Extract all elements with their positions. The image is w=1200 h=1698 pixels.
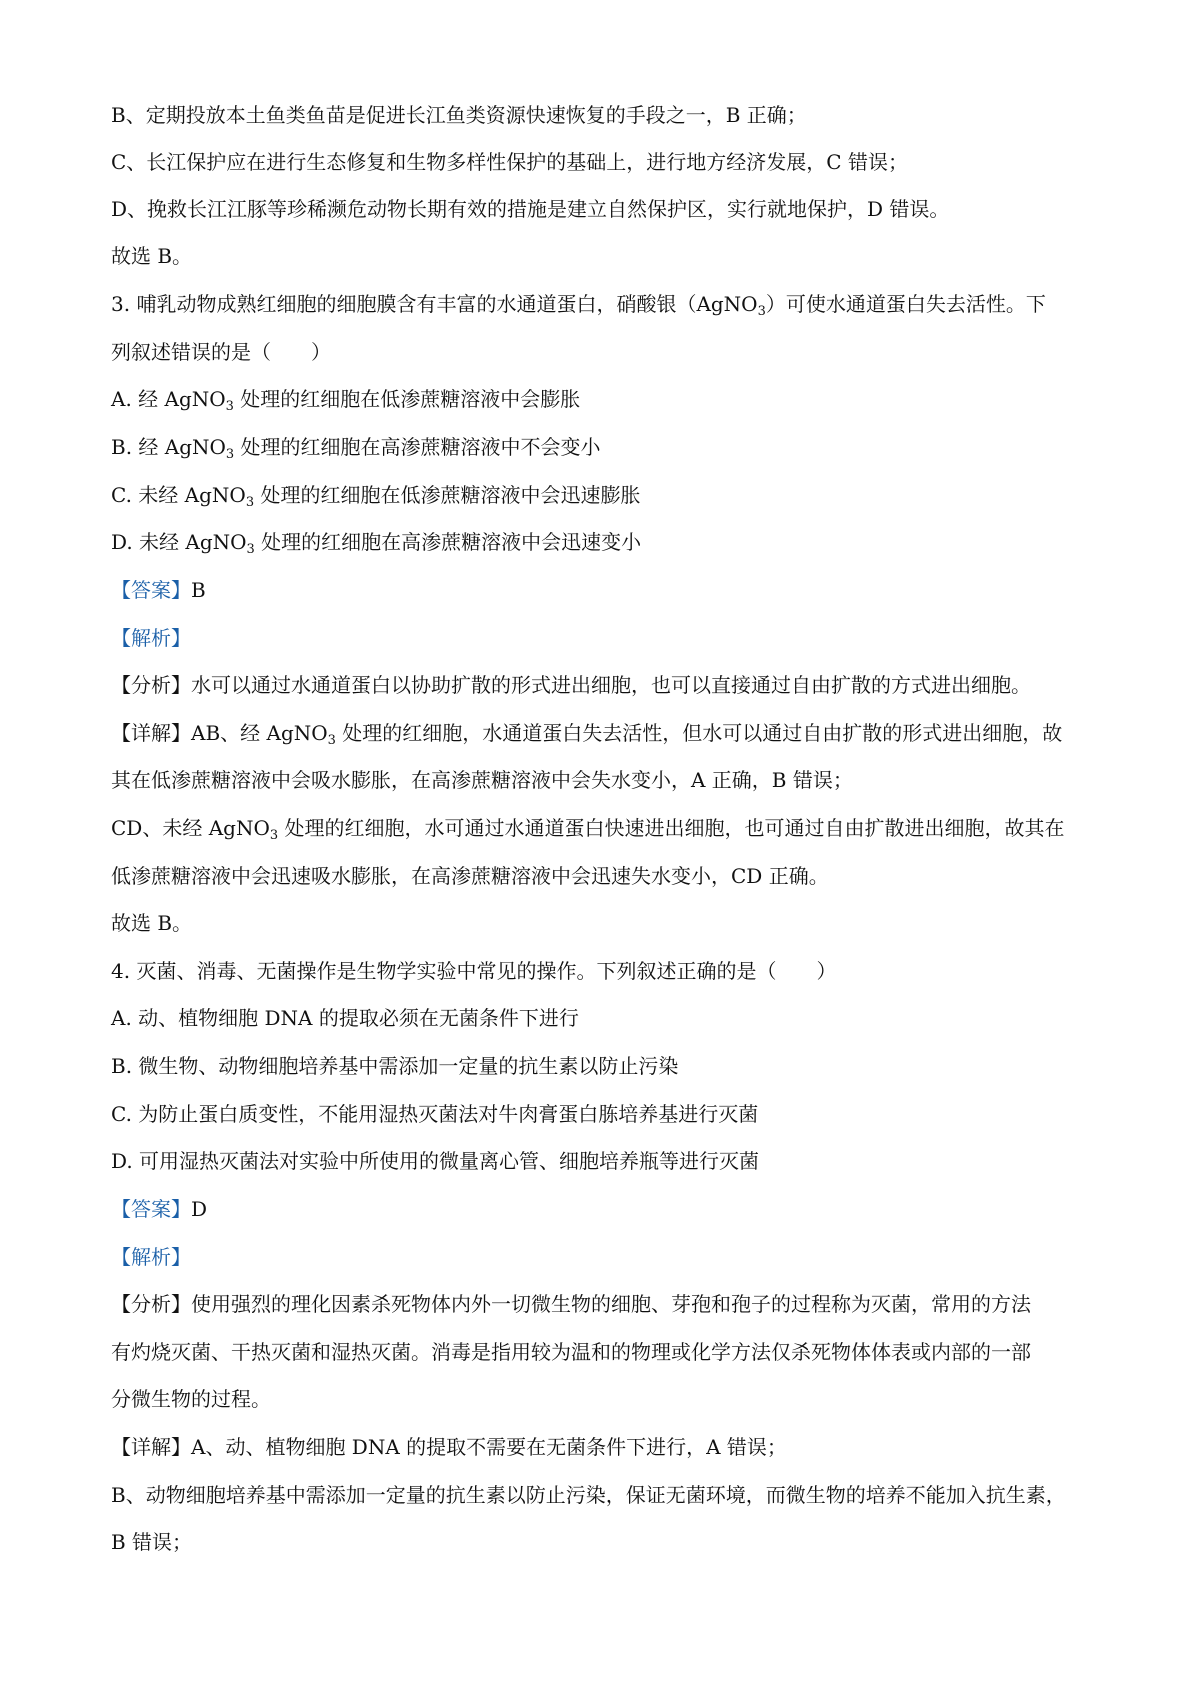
xiangjie-tag: 【详解】 (111, 721, 191, 745)
xiangjie-text: AB、经 AgNO (191, 721, 328, 745)
option-text: 处理的红细胞在高渗蔗糖溶液中会迅速变小 (254, 530, 642, 554)
subscript: 3 (225, 399, 234, 414)
option-text: C. 未经 AgNO (111, 483, 246, 507)
q3-fenxi (111, 671, 1031, 699)
q4-option-d: D. 可用湿热灭菌法对实验中所使用的微量离心管、细胞培养瓶等进行灭菌 (111, 1149, 760, 1173)
q2-option-b-explanation: B、定期投放本土鱼类鱼苗是促进长江鱼类资源快速恢复的手段之一，B 正确； (111, 103, 807, 127)
q3-option-b (111, 433, 601, 461)
q2-conclusion: 故选 B。 (111, 244, 193, 268)
subscript: 3 (245, 495, 255, 510)
q4-analysis-tag: 【解析】 (111, 1245, 191, 1269)
q4-stem: 4. 灭菌、消毒、无菌操作是生物学实验中常见的操作。下列叙述正确的是（ ） (111, 959, 837, 983)
answer-tag: 【答案】 (111, 578, 191, 602)
q4-fenxi-line-3: 分微生物的过程。 (111, 1387, 271, 1411)
q3-stem-line-2: 列叙述错误的是（ ） (111, 340, 331, 364)
option-text: D. 未经 AgNO (111, 530, 247, 554)
q3-xiangjie-line-2: 其在低渗蔗糖溶液中会吸水膨胀，在高渗蔗糖溶液中会失水变小，A 正确，B 错误； (111, 768, 853, 792)
answer-value: B (191, 578, 206, 602)
q3-stem-part: 3. 哺乳动物成熟红细胞的细胞膜含有丰富的水通道蛋白，硝酸银（AgNO (111, 292, 758, 316)
q3-conclusion: 故选 B。 (111, 911, 193, 935)
q4-fenxi-line-2: 有灼烧灭菌、干热灭菌和湿热灭菌。消毒是指用较为温和的物理或化学方法仅杀死物体体表或内部的一部 (111, 1340, 1031, 1364)
fenxi-tag: 【分析】 (111, 673, 191, 697)
xiangjie-text: 处理的红细胞，水可通过水通道蛋白快速进出细胞，也可通过自由扩散进出细胞，故其在 (278, 816, 1065, 840)
q3-xiangjie-line-1 (111, 719, 1062, 747)
q3-xiangjie-line-3 (111, 814, 1064, 842)
subscript: 3 (246, 542, 255, 557)
q4-xiangjie-line-2: B、动物细胞培养基中需添加一定量的抗生素以防止污染，保证无菌环境，而微生物的培养不能加入抗生素， (111, 1483, 1066, 1507)
q3-stem-line-1 (111, 290, 1046, 318)
q2-option-d-explanation: D、挽救长江江豚等珍稀濒危动物长期有效的措施是建立自然保护区，实行就地保护，D 错误。 (111, 197, 950, 221)
q3-option-c (111, 481, 640, 509)
fenxi-tag: 【分析】 (111, 1292, 191, 1316)
option-text: 处理的红细胞在高渗蔗糖溶液中不会变小 (234, 435, 601, 459)
q4-xiangjie-line-1 (111, 1433, 787, 1461)
option-text: B. 经 AgNO (111, 435, 226, 459)
xiangjie-text: CD、未经 AgNO (111, 816, 270, 840)
q4-option-a: A. 动、植物细胞 DNA 的提取必须在无菌条件下进行 (111, 1006, 579, 1030)
option-text: A. 经 AgNO (111, 387, 226, 411)
q3-option-a (111, 385, 580, 413)
q3-xiangjie-line-4: 低渗蔗糖溶液中会迅速吸水膨胀，在高渗蔗糖溶液中会迅速失水变小，CD 正确。 (111, 864, 829, 888)
q2-option-c-explanation: C、长江保护应在进行生态修复和生物多样性保护的基础上，进行地方经济发展，C 错误； (111, 150, 908, 174)
q4-fenxi-line-1 (111, 1290, 1031, 1318)
fenxi-text: 水可以通过水通道蛋白以协助扩散的形式进出细胞，也可以直接通过自由扩散的方式进出细胞。 (191, 673, 1031, 697)
answer-tag: 【答案】 (111, 1197, 191, 1221)
answer-value: D (191, 1197, 208, 1221)
q4-xiangjie-line-3: B 错误； (111, 1530, 193, 1554)
option-text: 处理的红细胞在低渗蔗糖溶液中会膨胀 (233, 387, 581, 411)
q4-option-c: C. 为防止蛋白质变性，不能用湿热灭菌法对牛肉膏蛋白胨培养基进行灭菌 (111, 1102, 759, 1126)
subscript: 3 (225, 447, 235, 462)
q4-option-b: B. 微生物、动物细胞培养基中需添加一定量的抗生素以防止污染 (111, 1054, 679, 1078)
q3-option-d (111, 528, 641, 556)
q3-analysis-tag: 【解析】 (111, 626, 191, 650)
fenxi-text: 使用强烈的理化因素杀死物体内外一切微生物的细胞、芽孢和孢子的过程称为灭菌，常用的方法 (191, 1292, 1031, 1316)
subscript: 3 (327, 733, 336, 748)
q3-stem-part: ）可使水通道蛋白失去活性。下 (765, 292, 1046, 316)
xiangjie-tag: 【详解】 (111, 1435, 191, 1459)
option-text: 处理的红细胞在低渗蔗糖溶液中会迅速膨胀 (254, 483, 641, 507)
xiangjie-text: A、动、植物细胞 DNA 的提取不需要在无菌条件下进行，A 错误； (191, 1435, 787, 1459)
xiangjie-text: 处理的红细胞，水通道蛋白失去活性，但水可以通过自由扩散的形式进出细胞，故 (335, 721, 1063, 745)
q3-answer (111, 576, 206, 604)
subscript: 3 (269, 828, 279, 843)
q4-answer (111, 1195, 207, 1223)
subscript: 3 (757, 304, 766, 319)
